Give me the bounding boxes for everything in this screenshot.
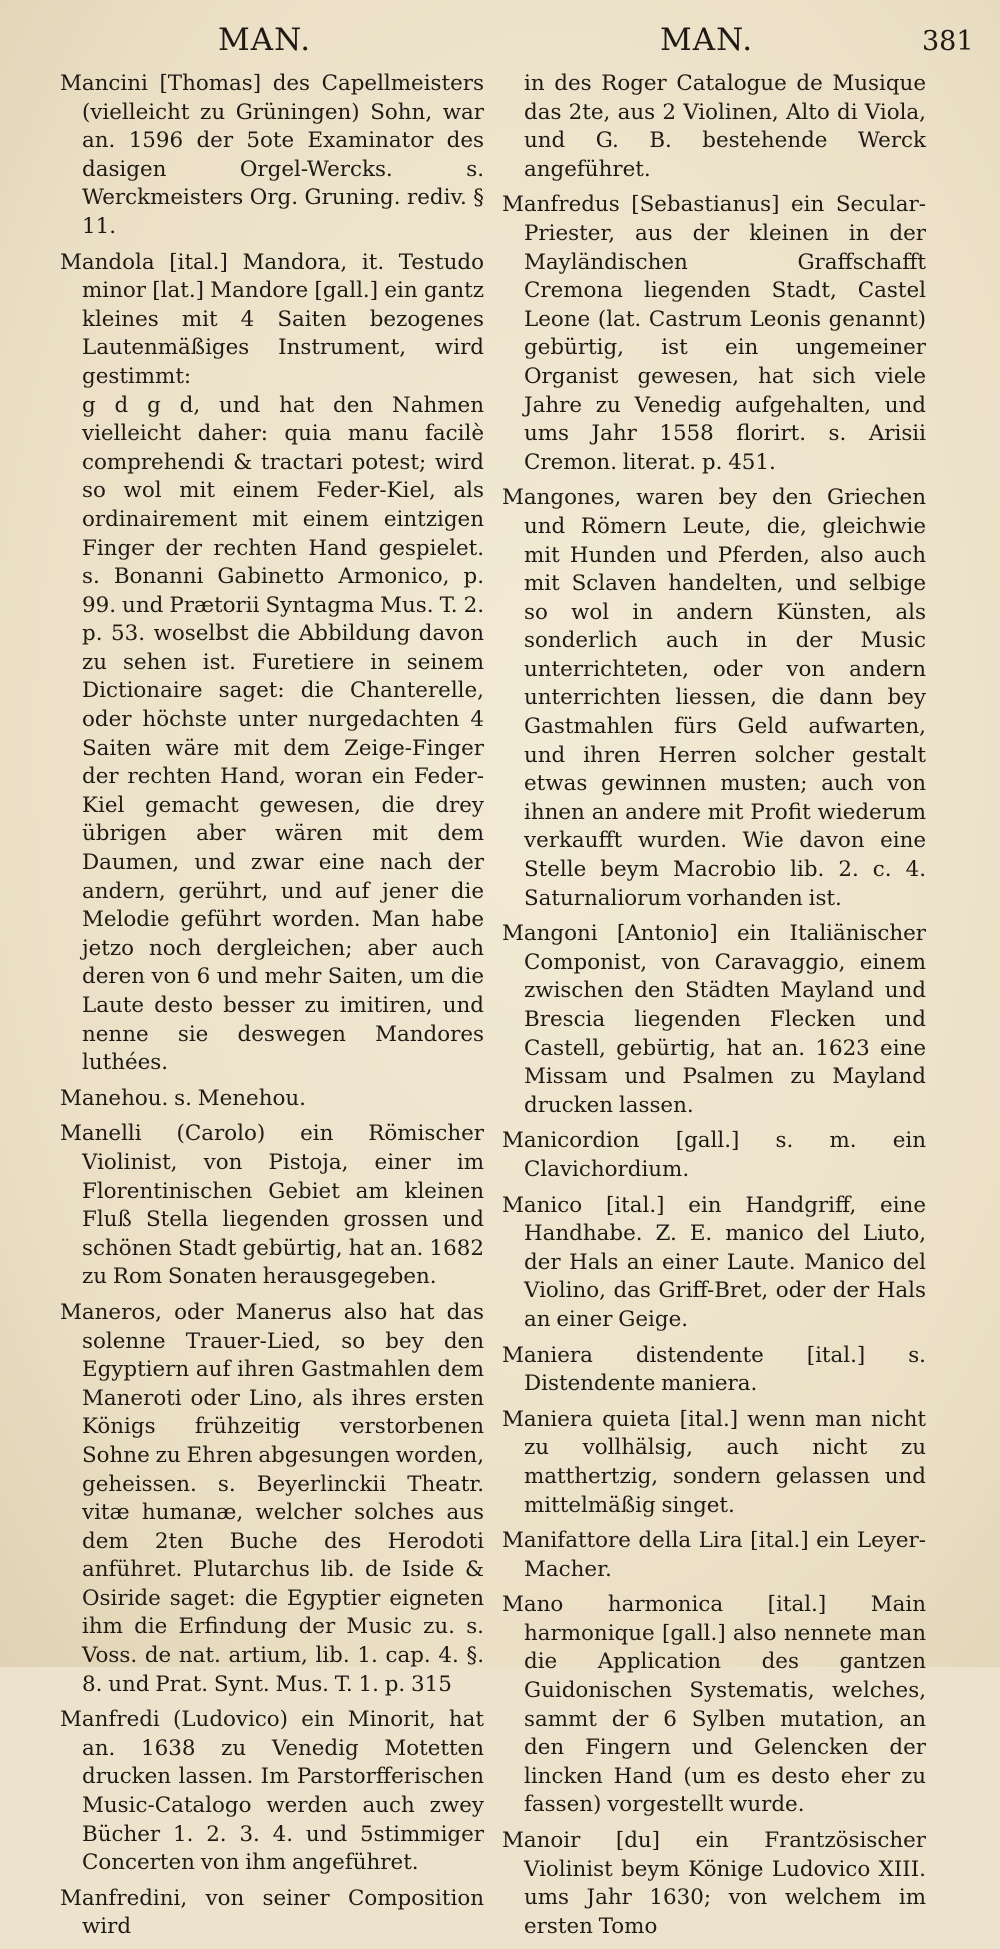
entry-manifattore: Manifattore della Lira [ital.] ein Leyer-Macher. (502, 1528, 926, 1582)
entry-mangoni: Mangoni [Antonio] ein Italiänischer Componist, von Caravaggio, einem zwischen den Städten Mayland und Brescia liegenden Flecken und Castell, gebürtig, hat an. 1623 eine Missam und Psalmen zu Mayland drucken lassen. (502, 921, 926, 1118)
entry-manfredini-continued: in des Roger Catalogue de Musique das 2te, aus 2 Violinen, Alto di Viola, und G. B. bestehende Werck angeführet. (524, 71, 926, 182)
left-column (60, 70, 484, 1949)
entry-mandola: Mandola [ital.] Mandora, it. Testudo minor [lat.] Mandore [gall.] ein gantz kleines mit 4 Saiten bezogenes Lautenmäßiges Instrument, wird gestimmt: (60, 249, 484, 389)
entry-manoir: Manoir [du] ein Frantzösischer Violinist beym Könige Ludovico XIII. ums Jahr 1630; von welchem im ersten Tomo (502, 1828, 926, 1939)
entry-mancini: Mancini [Thomas] des Capellmeisters (vielleicht zu Grüningen) Sohn, war an. 1596 der 5ote Examinator des dasigen Orgel-Wercks. s. Werckmeisters Org. Gruning. rediv. § 11. (60, 71, 484, 239)
entry-mangones: Mangones, waren bey den Griechen und Römern Leute, die, gleichwie mit Hunden und Pferden, also auch mit Sclaven handelten, und selbige so wol in andern Künsten, als sonderlich auch in der Music unterrichteten, oder von andern unterrichten liessen, die dann bey Gastmahlen fürs Geld aufwarten, und ihren Herren solcher gestalt etwas gewinnen musten; auch von ihnen an andere mit Profit wiederum verkaufft wurden. Wie davon eine Stelle beym Macrobio lib. 2. c. 4. Saturnaliorum vorhanden ist. (502, 485, 926, 911)
entry-manfredini: Manfredini, von seiner Composition wird (60, 1885, 484, 1940)
right-running-headword: MAN. (660, 22, 754, 58)
entry-maniera-distendente: Maniera distendente [ital.] s. Distendente maniera. (502, 1342, 926, 1397)
entry-manfredus: Manfredus [Sebastianus] ein Secular-Priester, aus der kleinen in der Mayländischen Graffschafft Cremona liegenden Stadt, Castel Leone (lat. Castrum Leonis genannt) gebürtig, ist ein ungemeiner Organist gewesen, hat sich viele Jahre zu Venedig aufgehalten, und ums Jahr 1558 florirt. s. Arisii Cremon. literat. p. 451. (502, 192, 926, 475)
entry-manelli: Manelli (Carolo) ein Römischer Violinist, von Pistoja, einer im Florentinischen Gebiet am kleinen Fluß Stella liegenden grossen und schönen Stadt gebürtig, hat an. 1682 zu Rom Sonaten herausgegeben. (60, 1121, 484, 1290)
entry-mano-harmonica: Mano harmonica [ital.] Main harmonique [gall.] also nennete man die Application des gantzen Guidonischen Systematis, welches, sammt der 6 Sylben mutation, an den Fingern und Gelencken der lincken Hand (um es desto eher zu fassen) vorgestellt wurde. (502, 1592, 926, 1818)
page-number: 381 (922, 26, 974, 57)
entry-maniera-quieta: Maniera quieta [ital.] wenn man nicht zu vollhälsig, auch nicht zu matthertzig, sondern gelassen und mittelmäßig singet. (502, 1406, 926, 1518)
entry-manicordion: Manicordion [gall.] s. m. ein Clavichordium. (502, 1128, 926, 1182)
left-running-headword: MAN. (218, 22, 312, 58)
entry-manfredi: Manfredi (Ludovico) ein Minorit, hat an. 1638 zu Venedig Motetten drucken lassen. Im Parstorfferischen Music-Catalogo werden auch zwey Bücher 1. 2. 3. 4. und 5stimmiger Concerten von ihm angeführet. (60, 1707, 484, 1876)
entry-maneros: Maneros, oder Manerus also hat das solenne Trauer-Lied, so bey den Egyptiern auf ihren Gastmahlen dem Maneroti oder Lino, als ihres ersten Königs frühzeitig verstorbenen Sohne zu Ehren abgesungen worden, geheissen. s. Beyerlinckii Theatr. vitæ humanæ, welcher solches aus dem 2ten Buche des Herodoti anführet. Plutarchus lib. de Iside & Osiride saget: die Egyptier eigneten ihm die Erfindung der Music zu. s. Voss. de nat. artium, lib. 1. cap. 4. §. 8. und Prat. Synt. Mus. T. 1. p. 315 (60, 1299, 484, 1697)
entry-manehou: Manehou. s. Menehou. (60, 1085, 306, 1111)
entry-manico: Manico [ital.] ein Handgriff, eine Handhabe. Z. E. manico del Liuto, der Hals an einer Laute. Manico del Violino, das Griff-Bret, oder der Hals an einer Geige. (502, 1192, 926, 1332)
entry-mandola-continued: g d g d, und hat den Nahmen vielleicht daher: quia manu facilè comprehendi & tractari potest; wird so wol mit einem Feder-Kiel, als ordinairement mit einem eintzigen Finger der rechten Hand gespielet. s. Bonanni Gabinetto Armonico, p. 99. und Prætorii Syntagma Mus. T. 2. p. 53. woselbst die Abbildung davon zu sehen ist. Furetiere in seinem Dictionaire saget: die Chanterelle, oder höchste unter nurgedachten 4 Saiten wäre mit dem Zeige-Finger der rechten Hand, woran ein Feder-Kiel gemacht gewesen, die drey übrigen aber wären mit dem Daumen, und zwar eine nach der andern, gerührt, und auf jener die Melodie geführt worden. Man habe jetzo noch dergleichen; aber auch deren von 6 und mehr Saiten, um die Laute desto besser zu imitiren, und nenne sie deswegen Mandores luthées. (82, 392, 484, 1076)
page-header (0, 22, 1000, 62)
